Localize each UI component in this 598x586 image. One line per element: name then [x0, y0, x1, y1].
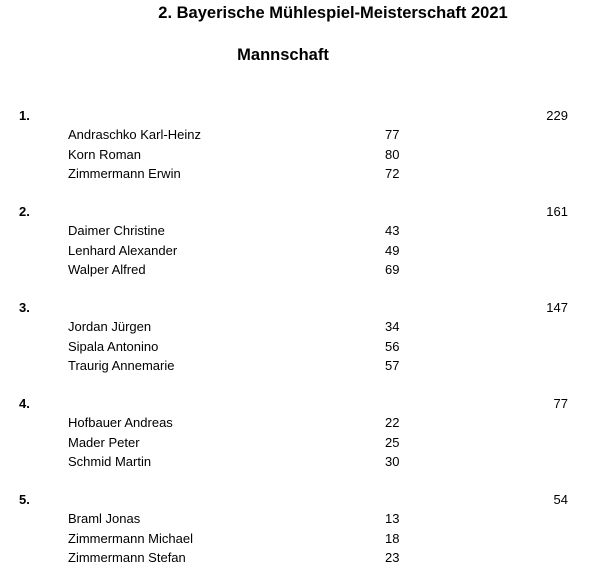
team-total-score: 229 [546, 108, 568, 123]
team-block [0, 202, 598, 298]
player-score: 34 [385, 319, 400, 334]
team-total-score: 77 [553, 396, 568, 411]
team-player-list [0, 221, 598, 280]
team-results-list [0, 106, 598, 586]
player-score: 13 [385, 511, 400, 526]
team-total-score: 147 [546, 300, 568, 315]
player-name: Zimmermann Michael [68, 530, 193, 546]
team-player-list [0, 125, 598, 184]
player-row [0, 548, 598, 568]
team-block [0, 298, 598, 394]
player-score: 69 [385, 262, 400, 277]
player-row [0, 452, 598, 472]
team-block [0, 490, 598, 586]
player-name: Sipala Antonino [68, 338, 159, 354]
player-score: 25 [385, 434, 400, 450]
player-score: 23 [385, 550, 400, 565]
player-name: Zimmermann Erwin [68, 166, 181, 181]
player-row [0, 164, 598, 184]
team-rank: 1. [19, 108, 30, 123]
player-row [0, 317, 598, 337]
team-rank: 2. [19, 204, 30, 219]
player-score: 57 [385, 358, 400, 373]
player-row [0, 509, 598, 529]
player-score: 77 [385, 127, 400, 142]
player-score: 22 [385, 415, 400, 430]
player-name: Jordan Jürgen [68, 319, 152, 334]
player-row [0, 337, 598, 357]
player-row [0, 145, 598, 165]
player-name: Zimmermann Stefan [68, 550, 186, 565]
player-name: Korn Roman [68, 146, 141, 162]
player-score: 80 [385, 146, 400, 162]
player-name: Daimer Christine [68, 223, 165, 238]
team-player-list [0, 413, 598, 472]
team-rank: 3. [19, 300, 30, 315]
player-row [0, 221, 598, 241]
team-block [0, 106, 598, 202]
player-row [0, 260, 598, 280]
player-name: Mader Peter [68, 434, 140, 450]
player-row [0, 125, 598, 145]
section-title: Mannschaft [237, 46, 329, 64]
player-score: 43 [385, 223, 400, 238]
player-name: Schmid Martin [68, 454, 152, 469]
player-name: Braml Jonas [68, 511, 141, 526]
player-name: Hofbauer Andreas [68, 415, 173, 430]
team-total-score: 161 [546, 204, 568, 219]
page-title: 2. Bayerische Mühlespiel-Meisterschaft 2021 [158, 4, 508, 22]
team-total-score: 54 [553, 492, 568, 507]
player-name: Walper Alfred [68, 262, 146, 277]
team-rank: 4. [19, 396, 30, 411]
player-row [0, 356, 598, 376]
team-player-list [0, 317, 598, 376]
player-score: 30 [385, 454, 400, 469]
player-score: 18 [385, 530, 400, 546]
player-name: Traurig Annemarie [68, 358, 175, 373]
player-score: 72 [385, 166, 400, 181]
player-row [0, 433, 598, 453]
team-block [0, 394, 598, 490]
player-score: 49 [385, 242, 400, 258]
player-row [0, 529, 598, 549]
player-name: Andraschko Karl-Heinz [68, 127, 201, 142]
player-score: 56 [385, 338, 400, 354]
player-row [0, 241, 598, 261]
player-name: Lenhard Alexander [68, 242, 178, 258]
player-row [0, 413, 598, 433]
team-player-list [0, 509, 598, 568]
team-rank: 5. [19, 492, 30, 507]
